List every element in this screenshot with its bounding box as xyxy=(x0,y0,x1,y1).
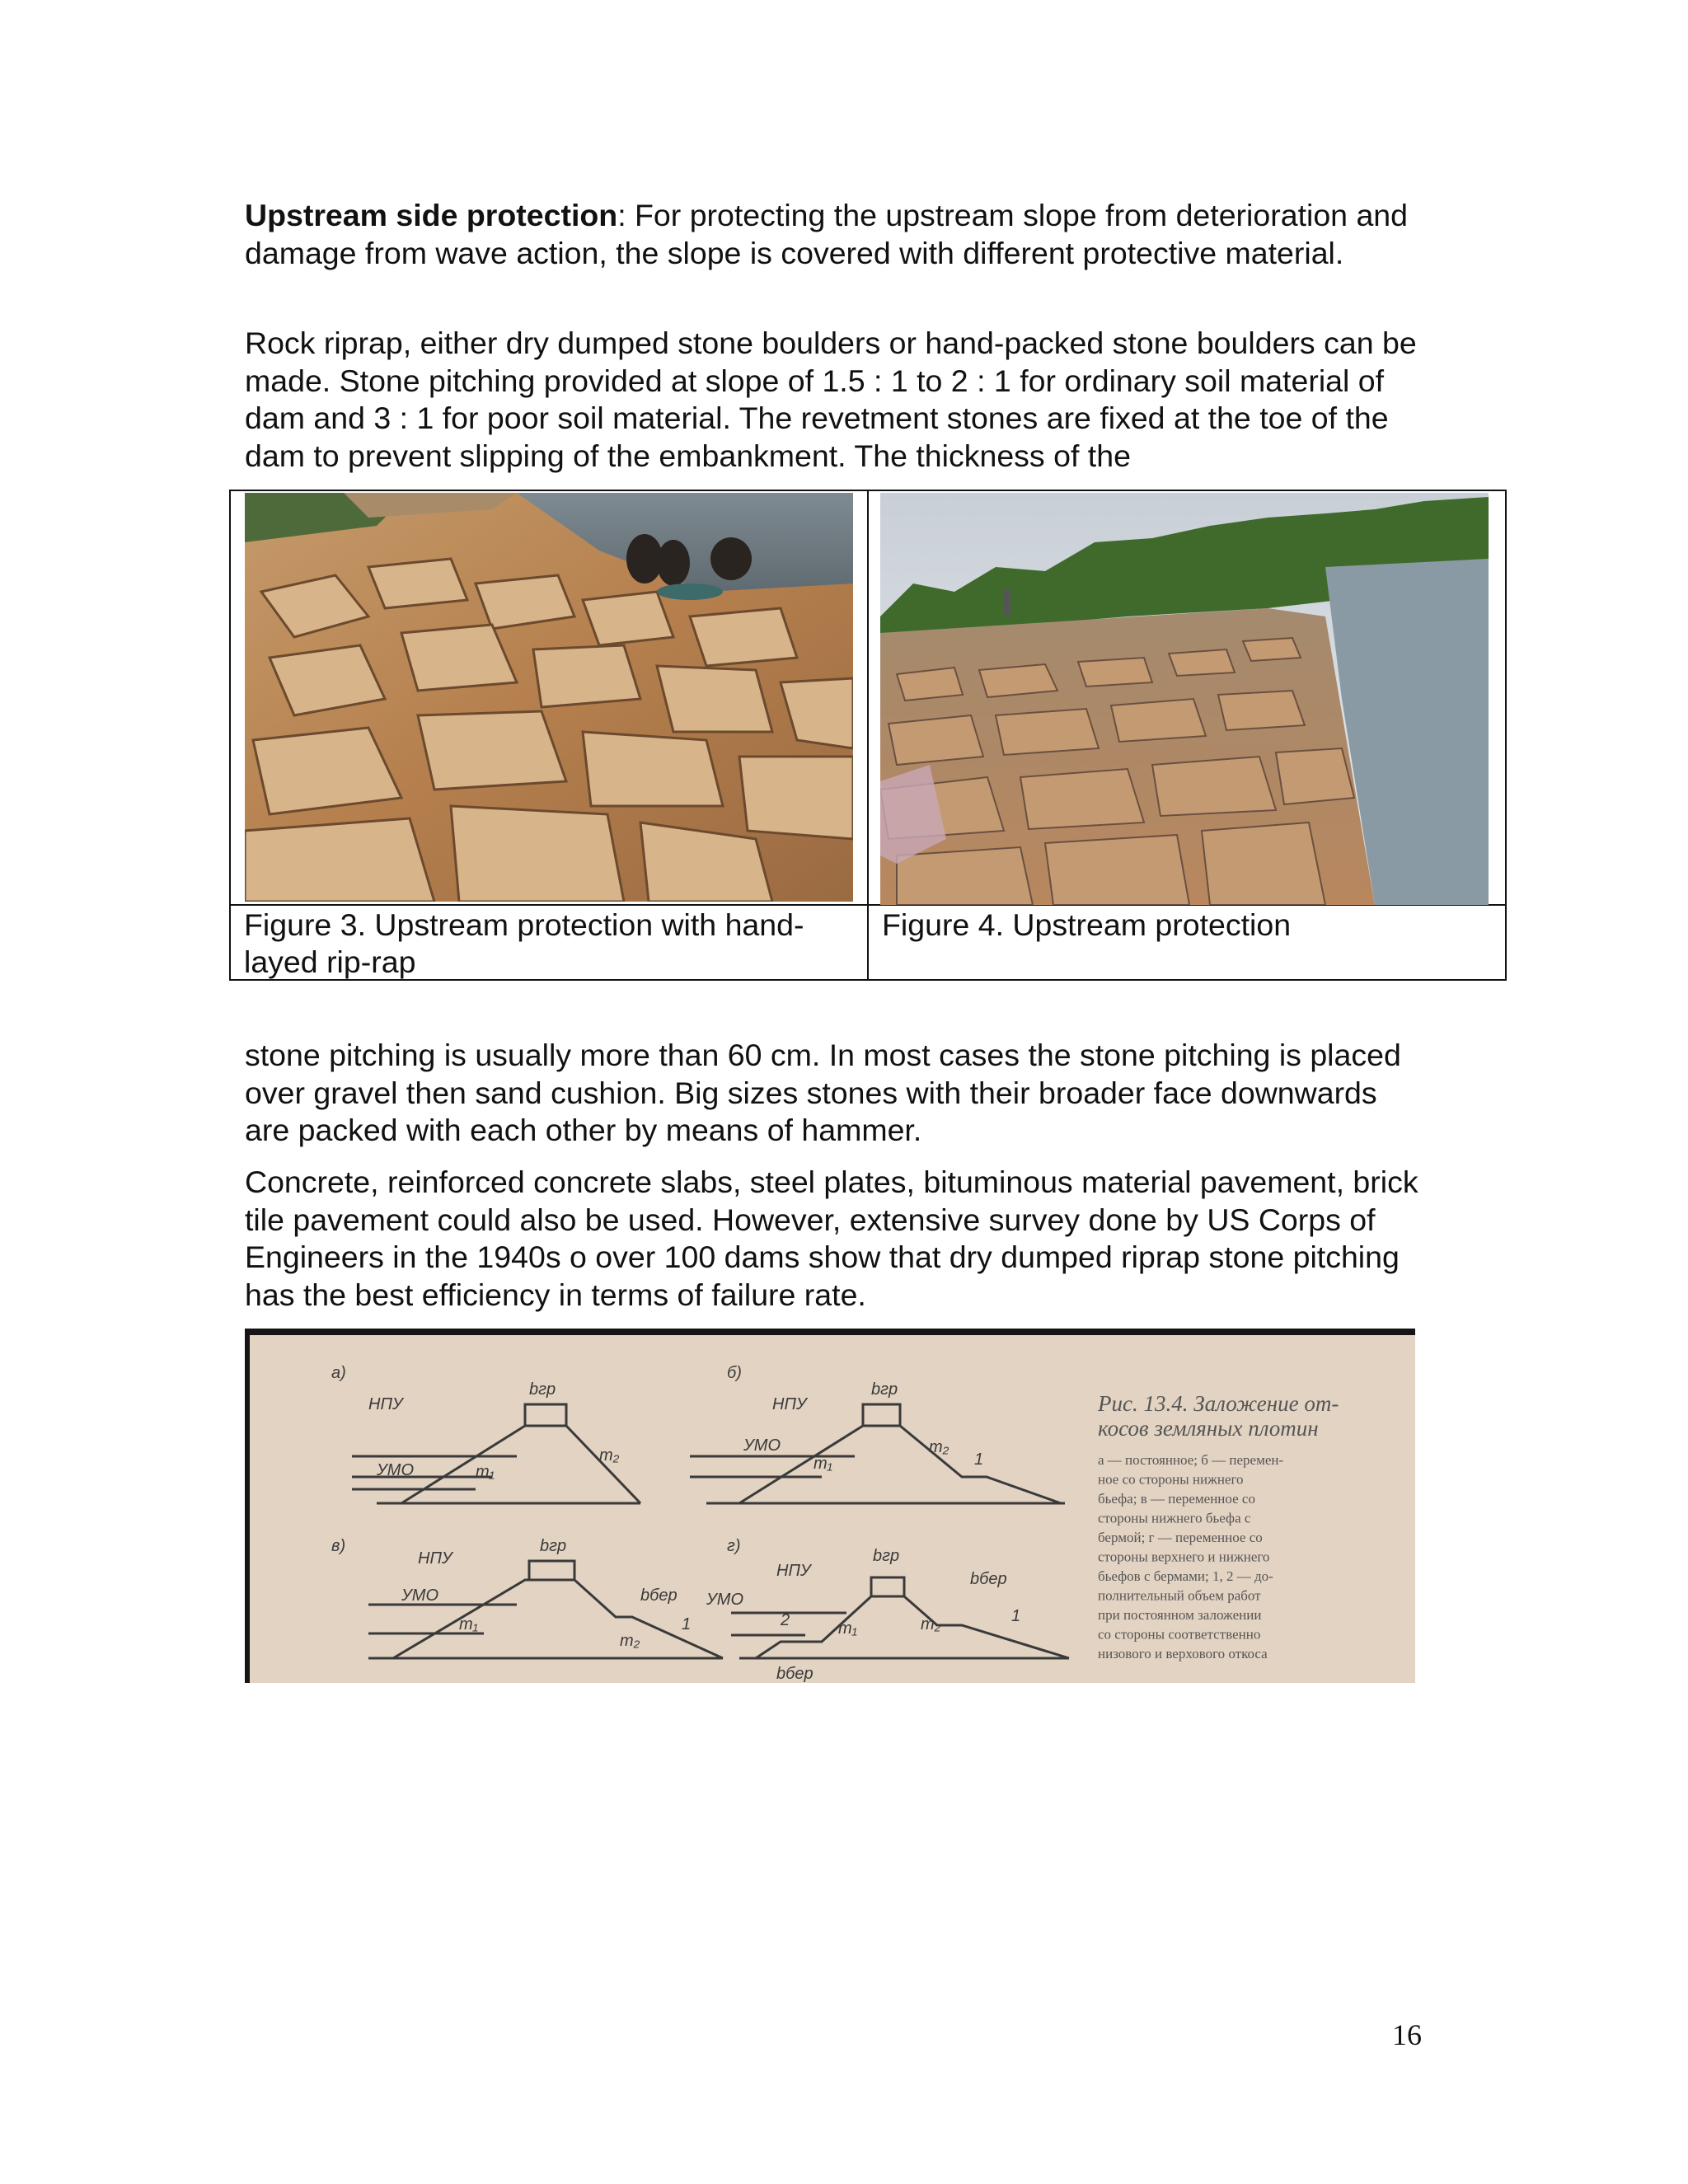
diagram-panel-a-label: а) xyxy=(331,1364,346,1382)
diagram-caption-line: полнительный объем работ xyxy=(1098,1587,1261,1604)
figure-3-photo xyxy=(245,493,853,902)
figure-4-caption: Figure 4. Upstream protection xyxy=(882,907,1292,942)
diagram-caption-title-2: косов земляных плотин xyxy=(1098,1416,1319,1441)
table-divider-vertical xyxy=(867,491,869,979)
diagram-m1-label-d: m₁ xyxy=(838,1619,857,1638)
diagram-umo-label-d: УМО xyxy=(706,1591,743,1609)
paragraph-upstream-intro xyxy=(245,197,1423,272)
diagram-m1-label-c: m₁ xyxy=(459,1615,478,1633)
slope-diagram-figure xyxy=(245,1329,1415,1683)
diagram-umo-label-c: УМО xyxy=(401,1586,438,1605)
diagram-m2-label-c: m₂ xyxy=(620,1632,640,1650)
diagram-caption-line: стороны верхнего и нижнего xyxy=(1098,1549,1270,1565)
figure-table xyxy=(229,490,1507,981)
diagram-caption-line: ное со стороны нижнего xyxy=(1098,1471,1244,1488)
diagram-umo-label-a: УМО xyxy=(377,1461,414,1479)
paragraph-riprap: Rock riprap, either dry dumped stone boulders or hand-packed stone boulders can be made. Stone pitching provided at slope of 1.5 : 1 to 2 : 1 for ordinary soil material of dam and 3 : 1 for poor soil material. The revetment stones are fixed at the toe of the dam to prevent slipping of the embankment. The thickness of the xyxy=(245,326,1417,473)
diagram-npu-label-d: НПУ xyxy=(776,1562,811,1580)
figure-3-caption: Figure 3. Upstream protection with hand-layed rip-rap xyxy=(244,907,804,979)
diagram-panel-d-label: г) xyxy=(727,1537,741,1555)
diagram-caption-line: бьефа; в — переменное со xyxy=(1098,1491,1255,1507)
paragraph-stone-pitching: stone pitching is usually more than 60 cm. In most cases the stone pitching is placed over gravel then sand cushion. Big sizes stones with their broader face downwards are packed with each other by means of hammer. xyxy=(245,1038,1401,1147)
diagram-caption-line: при постоянном заложении xyxy=(1098,1607,1262,1623)
diagram-number-1-b: 1 xyxy=(974,1451,984,1469)
diagram-number-1-d: 1 xyxy=(1011,1607,1021,1625)
diagram-number-1-c: 1 xyxy=(682,1615,692,1633)
diagram-bgr-label-b: bгр xyxy=(871,1380,898,1399)
diagram-npu-label-b: НПУ xyxy=(772,1395,807,1413)
diagram-bgr-label-c: bгр xyxy=(540,1537,567,1555)
diagram-panel-c-label: в) xyxy=(331,1537,346,1555)
figure-4-photo xyxy=(880,493,1489,905)
diagram-bber-label-d: bбер xyxy=(970,1570,1007,1588)
diagram-bber-label-c: bбер xyxy=(640,1586,678,1605)
diagram-caption-line: низового и верхового откоса xyxy=(1098,1646,1268,1661)
diagram-caption-line: а — постоянное; б — перемен- xyxy=(1098,1452,1284,1468)
paragraph-text: : For protecting the upstream slope from deterioration and damage from wave action, the slope is covered with different protective material. xyxy=(245,198,1409,270)
diagram-m1-label-a: m₁ xyxy=(476,1463,495,1481)
diagram-bgr-label-d: bгр xyxy=(873,1547,900,1565)
diagram-panel-b-label: б) xyxy=(727,1364,742,1382)
diagram-m2-label-b: m₂ xyxy=(929,1438,950,1456)
diagram-bber-label-d-bottom: bбер xyxy=(776,1665,814,1683)
diagram-npu-label-a: НПУ xyxy=(368,1395,403,1413)
page-number: 16 xyxy=(1392,2018,1422,2051)
diagram-number-2-d: 2 xyxy=(781,1611,790,1629)
diagram-m1-label-b: m₁ xyxy=(814,1455,832,1473)
diagram-caption-line: бермой; г — переменное со xyxy=(1098,1530,1263,1545)
diagram-caption-title-1: Рис. 13.4. Заложение от- xyxy=(1098,1391,1339,1416)
diagram-caption-line: со стороны соответственно xyxy=(1098,1626,1261,1643)
diagram-m2-label-a: m₂ xyxy=(599,1446,620,1465)
diagram-caption-line: бьефов с бермами; 1, 2 — до- xyxy=(1098,1568,1273,1584)
section-heading: Upstream side protection xyxy=(245,198,618,232)
diagram-npu-label-c: НПУ xyxy=(418,1549,452,1568)
diagram-umo-label-b: УМО xyxy=(743,1436,781,1455)
diagram-m2-label-d: m₂ xyxy=(921,1615,941,1633)
diagram-bgr-label-a: bгр xyxy=(529,1380,556,1399)
diagram-caption-line: стороны нижнего бьефа с xyxy=(1098,1510,1251,1526)
paragraph-materials: Concrete, reinforced concrete slabs, steel plates, bituminous material pavement, brick tile pavement could also be used. However, extensive survey done by US Corps of Engineers in the 1940s o over 100 dams show that dry dumped riprap stone pitching has the best efficiency in terms of failure rate. xyxy=(245,1165,1418,1312)
